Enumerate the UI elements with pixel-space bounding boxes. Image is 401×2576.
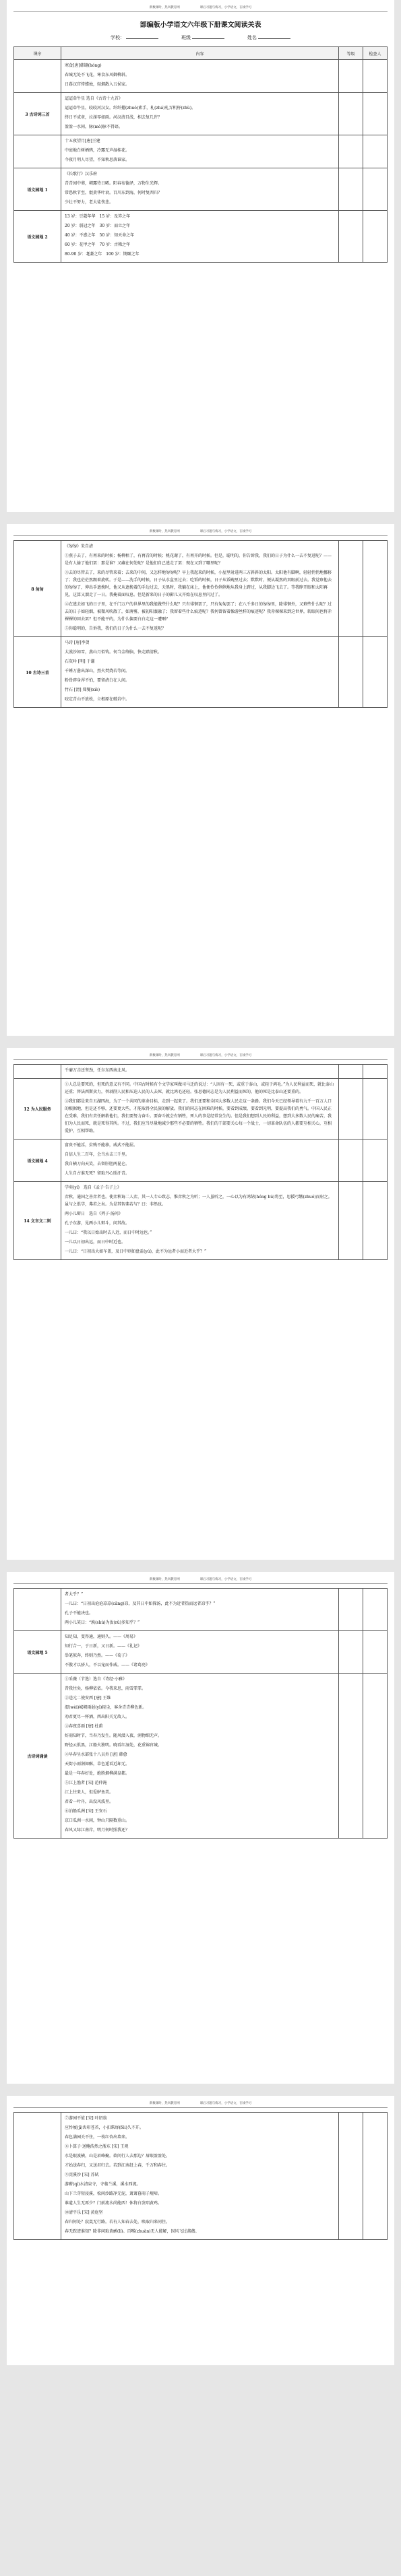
page-header	[13, 5, 388, 12]
content-line: ③我们都是来自五湖四海，为了一个共同的革命目标，走到一起来了。我们还要和全国大多数人民走这一条路。我们今天已经领导着有九千一百万人口的根据地，但是还不够，还要更大些，才能取得全民族的解放。我们的同志在困难的时候，要看到成绩，要看到光明，要提高我们的勇气。中国人民正在受难，我们有责任解救他们，我们要努力奋斗。要奋斗就会有牺牲，死人的事是经常发生的。但是我们想到人民的利益，想到大多数人民的痛苦，我们为人民而死，就是死得其所。不过，我们应当尽量地减少那些不必要的牺牲。我们的干部要关心每一个战士，一切革命队伍的人都要互相关心，互相爱护，互相帮助。	[65, 1099, 332, 1133]
grade-cell[interactable]	[339, 1631, 363, 1674]
checker-cell[interactable]	[363, 211, 388, 263]
lesson-content	[61, 60, 339, 93]
header-text: 新数课时，热风教育网	[149, 2102, 180, 2105]
content-line: 春风又绿江南岸，明月何时照我还？	[65, 1828, 130, 1832]
content-line: ④早春呈水部张十八员外 [唐] 韩愈	[65, 1752, 127, 1757]
content-line: 我自横刀向天笑，去留肝胆两昆仑。	[65, 1162, 130, 1166]
header-content: 内容	[61, 47, 339, 60]
student-info-line	[13, 34, 388, 41]
lesson-category: 3 古诗词三首	[14, 93, 61, 135]
reading-table	[13, 2112, 388, 2240]
content-line: 千磨万击还坚劲，任尔东西南北风。	[65, 1068, 130, 1073]
content-line: 游蕲(qí)水清泉寺，寺临兰溪，溪水西流。	[65, 2182, 141, 2187]
lesson-content	[61, 637, 339, 708]
content-line: 不傲才以骄人，不以宠而作威。——《诸葛亮》	[65, 1663, 150, 1667]
page-header	[13, 1053, 388, 1060]
content-line: ⑤你聪明的，告诉我，我们的日子为什么一去不复返呢？	[65, 626, 166, 631]
content-line: 天街小雨润如酥，草色遥看近却无。	[65, 1762, 130, 1766]
grade-cell[interactable]	[339, 1674, 363, 1839]
content-line: 13 岁：豆蔻年华 15 岁：及笄之年	[65, 214, 131, 219]
content-line: 渭(wèi)城朝雨浥(yì)轻尘，客舍青青柳色新。	[65, 1705, 147, 1710]
lesson-category	[14, 1065, 61, 1079]
content-line: 者大乎？”	[65, 1592, 84, 1597]
content-line: 粉骨碎身浑不怕，要留清白在人间。	[65, 678, 130, 683]
checker-cell[interactable]	[363, 1589, 388, 1631]
info-label-name: 姓名	[247, 35, 257, 40]
lesson-category: 14 文言文二则	[14, 1182, 61, 1260]
lesson-content	[61, 1079, 339, 1140]
content-line: 才始送春归，又送君归去。若到江南赶上春，千万和春住。	[65, 2163, 171, 2168]
content-line: 春色满园关不住，一枝红杏出墙来。	[65, 2135, 130, 2140]
content-line: 举笔似奔，终则乃然。——《荀子》	[65, 1653, 130, 1658]
header-text: 新数课时，热风教育网	[149, 6, 180, 9]
header-text: 新数课时，热风教育网	[149, 1578, 180, 1581]
table-header-row	[14, 47, 388, 60]
info-field-name	[247, 34, 290, 41]
lesson-content	[61, 1182, 339, 1260]
lesson-category	[14, 2113, 61, 2240]
content-line: ①燕子去了，有再来的时候；杨柳枯了，有再青的时候；桃花谢了，有再开的时候。但是，聪明的，你告诉我，我们的日子为什么一去不复返呢？——是有人偷了他们罢：那是谁？又藏在何处呢？是他们自己逃走了罢：现在又到了哪里呢？	[65, 554, 332, 566]
checker-cell[interactable]	[363, 135, 388, 168]
content-line: ⑧卜算子·送鲍浩然之浙东 [宋] 王观	[65, 2144, 129, 2149]
header-text: 课后习题与练习，小学语文，在线学习	[199, 6, 252, 9]
table-row	[14, 1182, 388, 1260]
reading-table	[13, 46, 388, 263]
checker-cell[interactable]	[363, 637, 388, 708]
lesson-content	[61, 1140, 339, 1182]
content-line: 京口瓜洲一水间，钟山只隔数重山。	[65, 1818, 130, 1823]
content-line: 中庭地白树栖鸦，冷露无声湿桂花。	[65, 148, 130, 153]
content-line: 最是一年春好处，绝胜烟柳满皇都。	[65, 1771, 130, 1776]
grade-cell[interactable]	[339, 2113, 363, 2240]
header-category: 课序	[14, 47, 61, 60]
checker-cell[interactable]	[363, 1182, 388, 1260]
content-line: 谁道人生无再少？门前流水尚能西！休将白发唱黄鸡。	[65, 2201, 162, 2206]
page-header	[13, 2101, 388, 2108]
lesson-category	[14, 1589, 61, 1631]
lesson-category: 古诗词诵读	[14, 1674, 61, 1839]
table-row	[14, 1589, 388, 1631]
content-line: 自信人生二百年，会当水击三千里。	[65, 1152, 130, 1157]
content-line: 《匆匆》朱自清	[65, 544, 94, 549]
header-text: 课后习题与练习，小学语文，在线学习	[199, 1578, 252, 1581]
grade-cell[interactable]	[339, 1065, 363, 1079]
page	[7, 1048, 394, 1560]
info-field-class	[181, 34, 224, 41]
table-row	[14, 93, 388, 135]
lesson-content	[61, 135, 339, 168]
table-row	[14, 168, 388, 211]
table-row	[14, 135, 388, 168]
page	[7, 2096, 394, 2365]
content-line: ①采薇（节选）选自《诗经·小雅》	[65, 1677, 127, 1682]
table-row	[14, 2113, 388, 2240]
table-row	[14, 1674, 388, 1839]
grade-cell[interactable]	[339, 541, 363, 637]
content-line: ④在逃去如飞的日子里，在千门万户的世界里的我能做些什么呢？只有徘徊罢了，只有匆匆罢了；在八千多日的匆匆里，除徘徊外，又剩些什么呢？过去的日子如轻烟，被微风吹散了，如薄雾，被初阳蒸融了；我留着些什么痕迹呢？我何曾留着像游丝样的痕迹呢？我赤裸裸来到这世界，转眼间也将赤裸裸的回去罢？但不能平的，为什么偏要白白走这一遭啊？	[65, 602, 332, 622]
checker-cell[interactable]	[363, 1140, 388, 1182]
checker-cell[interactable]	[363, 2113, 388, 2240]
content-line: 80-90 岁：耄耋之年 100 岁：期颐之年	[65, 252, 140, 257]
checker-cell[interactable]	[363, 1674, 388, 1839]
content-line: 竹石 [清] 郑燮(xiè)	[65, 688, 100, 692]
info-blank-name[interactable]	[258, 38, 290, 39]
page	[7, 0, 394, 512]
checker-cell[interactable]	[363, 93, 388, 135]
lesson-category	[14, 60, 61, 93]
checker-cell[interactable]	[363, 1079, 388, 1140]
grade-cell[interactable]	[339, 60, 363, 93]
table-row	[14, 1140, 388, 1182]
content-line: 一儿曰：“日初出大如车盖，及日中则如盘盂(yú)，此不为远者小而近者大乎？”	[65, 1249, 207, 1254]
info-blank-school[interactable]	[126, 38, 158, 39]
lesson-category: 语文园地 5	[14, 1631, 61, 1674]
content-line: ③春夜喜雨 [唐] 杜甫	[65, 1724, 103, 1729]
content-line: 一儿曰：“我以日始出时去人近，而日中时远也。”	[65, 1230, 152, 1235]
content-line: 迢迢牵牛星 选自《古诗十九首》	[65, 96, 123, 101]
content-line: 江上往来人，但爱鲈鱼美。	[65, 1790, 114, 1795]
checker-cell[interactable]	[363, 60, 388, 93]
content-line: 孔子东游，见两小儿辩斗，问其故。	[65, 1221, 130, 1226]
content-line: 40 岁：不惑之年 50 岁：知天命之年	[65, 233, 135, 238]
reading-table	[13, 1588, 388, 1839]
header-text: 新数课时，热风教育网	[149, 1054, 180, 1057]
table-row	[14, 211, 388, 263]
content-line: 春城无处不飞花，寒食东风御柳斜。	[65, 73, 130, 77]
content-line: 昔我往矣，杨柳依依。今我来思，雨雪霏霏。	[65, 1686, 146, 1691]
lesson-category	[14, 135, 61, 168]
content-line: 迢迢牵牛星，皎皎河汉女。纤纤擢(zhuó)素手，札(zhá)札弄机杼(zhù)。	[65, 106, 196, 110]
lesson-category: 12 为人民服务	[14, 1079, 61, 1140]
table-row	[14, 60, 388, 93]
content-line: 山下兰芽短浸溪，松间沙路净无泥，萧萧暮雨子规啼。	[65, 2191, 162, 2196]
lesson-content	[61, 541, 339, 637]
content-line: 孔子不能决也。	[65, 1611, 94, 1616]
grade-cell[interactable]	[339, 211, 363, 263]
content-line: 常恐秋节至，焜黄华叶衰。百川东到海，何时复西归？	[65, 191, 162, 195]
grade-cell[interactable]	[339, 1589, 363, 1631]
content-line: 《长歌行》汉乐府	[65, 172, 98, 176]
lesson-category: 10 古诗三首	[14, 637, 61, 708]
checker-cell[interactable]	[363, 541, 388, 637]
content-line: 60 岁：花甲之年 70 岁：古稀之年	[65, 242, 131, 247]
content-line: ②送元二使安西 [唐] 王维	[65, 1696, 111, 1700]
content-line: 青青园中葵，朝露待日晞。阳春布德泽，万物生光辉。	[65, 181, 162, 186]
info-field-school	[111, 34, 158, 41]
content-line: 劝君更尽一杯酒，西出阳关无故人。	[65, 1715, 130, 1719]
lesson-category: 8 匆匆	[14, 541, 61, 637]
content-line: ⑥泊船瓜洲 [宋] 王安石	[65, 1809, 107, 1814]
content-line: 知行合一，于日新，又日新。——《礼记》	[65, 1644, 142, 1649]
table-row	[14, 1631, 388, 1674]
content-line: 马诗 [唐]李贺	[65, 640, 90, 645]
content-line: 君看一叶舟，出没风波里。	[65, 1799, 114, 1804]
reading-table	[13, 540, 388, 708]
content-line: 石灰吟 [明] 于谦	[65, 659, 95, 664]
reading-table	[13, 1064, 388, 1260]
grade-cell[interactable]	[339, 1140, 363, 1182]
content-line: 千锤万凿出深山，烈火焚烧若等闲。	[65, 669, 130, 673]
content-line: 20 岁：弱冠之年 30 岁：而立之年	[65, 224, 131, 228]
page-header	[13, 1577, 388, 1584]
header-text: 新数课时，热风教育网	[149, 530, 180, 533]
content-line: 今夜月明人尽望，不知秋思落谁家。	[65, 158, 130, 162]
content-line: 学奕(yì) 选自《孟子·告子上》	[65, 1185, 121, 1190]
grade-cell[interactable]	[339, 135, 363, 168]
content-line: 人生自古谁无死？留取丹心照汗青。	[65, 1171, 130, 1176]
content-line: 一儿曰：“日初出沧沧凉凉(cāng)凉，及其日中如探汤，此不为近者热而远者凉乎？”	[65, 1601, 216, 1606]
document-title: 部编版小学语文六年级下册课文阅读关表	[140, 22, 261, 29]
content-line: 知足知，变得通，通则久。——《周易》	[65, 1634, 138, 1639]
content-line: 两小儿辩日 选自《列子·汤问》	[65, 1212, 123, 1216]
lesson-content	[61, 1631, 339, 1674]
grade-cell[interactable]	[339, 637, 363, 708]
header-text: 课后习题与练习，小学语文，在线学习	[199, 2102, 252, 2105]
content-line: 日暮汉宫传蜡烛，轻烟散入五侯家。	[65, 82, 130, 87]
page-header	[13, 529, 388, 536]
content-line: 野径云俱黑，江船火独明。晓看红湿处，花重锦官城。	[65, 1743, 162, 1748]
content-line: ①人总是要死的，但死的意义有不同。中国古时候有个文学家叫做司马迁的说过：“人固有一死，或重于泰山，或轻于鸿毛。”为人民利益而死，就比泰山还重；替法西斯卖力，替剥削人民和压迫人民的人去死，就比鸿毛还轻。张思德同志是为人民利益而死的，他的死是比泰山还要重的。	[65, 1082, 334, 1094]
page	[7, 524, 394, 1036]
content-line: 弈秋，通国之善弈者也。使弈秋诲二人弈，其一人专心致志，惟弈秋之为听；一人虽听之，一心以为有鸿鹄(hóng hú)将至，思援弓缴(zhuó)而射之。虽与之俱学，弗若之矣。为是其智弗若与？曰：非然也。	[65, 1195, 332, 1207]
lesson-content	[61, 2113, 339, 2240]
content-line: 终日不成章，泣涕零如雨。河汉清且浅，相去复几许？	[65, 115, 162, 120]
content-line: 咬定青山不放松，立根原在破岩中。	[65, 697, 130, 702]
content-line: 春归何处？寂寞无行路。若有人知春去处，唤取归来同住。	[65, 2220, 171, 2224]
content-line: 一儿以日初出远，而日中时近也。	[65, 1240, 126, 1245]
grade-cell[interactable]	[339, 1182, 363, 1260]
info-blank-class[interactable]	[192, 38, 224, 39]
lesson-content	[61, 93, 339, 135]
content-line: 水是眼波横，山是眉峰聚。欲问行人去那边？眉眼盈盈处。	[65, 2154, 171, 2158]
page	[7, 1572, 394, 2084]
content-line: 少壮不努力，老大徒伤悲。	[65, 200, 114, 205]
content-line: 好雨知时节，当春乃发生。随风潜入夜，润物细无声。	[65, 1733, 162, 1738]
lesson-content	[61, 168, 339, 211]
grade-cell[interactable]	[339, 1079, 363, 1140]
content-line: ⑦游园不值 [宋] 叶绍翁	[65, 2116, 107, 2121]
content-line: ⑤江上渔者 [宋] 范仲淹	[65, 1781, 107, 1785]
content-line: ③去的尽管去了，来的尽管来着；去来的中间，又怎样地匆匆呢？早上我起来的时候，小屋里射进两三方斜斜的太阳。太阳他有脚啊，轻轻悄悄地挪移了；我也茫茫然跟着旋转。于是——洗手的时候，日子从水盆里过去；吃饭的时候，日子从饭碗里过去；默默时，便从凝然的双眼前过去。我觉察他去的匆匆了，伸出手遮挽时，他又从遮挽着的手边过去，天黑时，我躺在床上，他便伶伶俐俐地从我身上跨过，从我脚边飞去了。等我睁开眼和太阳再见，这算又溜走了一日。我掩着面叹息。但是新来的日子的影儿又开始在叹息里闪过了。	[65, 570, 332, 597]
info-label-class: 班级	[181, 35, 191, 40]
content-line: 十五夜望月[唐]王建	[65, 139, 100, 143]
header-text: 课后习题与练习，小学语文，在线学习	[199, 530, 252, 533]
lesson-content	[61, 1065, 339, 1079]
content-line: 大漠沙如雪，燕山月似钩。何当金络脑，快走踏清秋。	[65, 650, 162, 655]
checker-cell[interactable]	[363, 1065, 388, 1079]
header-check: 检查人	[363, 47, 388, 60]
checker-cell[interactable]	[363, 1631, 388, 1674]
lesson-category: 语文园地 1	[14, 168, 61, 211]
lesson-content	[61, 211, 339, 263]
info-label-school: 学校：	[111, 35, 125, 40]
content-line: 盈盈一水间，脉(mò)脉不得语。	[65, 125, 123, 129]
table-row	[14, 1065, 388, 1079]
content-line: ⑩清平乐 [宋] 黄庭坚	[65, 2210, 103, 2215]
lesson-category: 语文园地 2	[14, 211, 61, 263]
lesson-content	[61, 1589, 339, 1631]
content-line: 春无踪迹谁知？除非问取黄鹂(lí)。百啭(zhuàn)无人能解，因风飞过蔷薇。	[65, 2229, 199, 2234]
header-text: 课后习题与练习，小学语文，在线学习	[199, 1054, 252, 1057]
checker-cell[interactable]	[363, 168, 388, 211]
content-line: 寒食[唐]韩翃(hóng)	[65, 63, 102, 68]
content-line: 富贵不能淫，贫贱不能移，威武不能屈。	[65, 1143, 138, 1148]
table-row	[14, 541, 388, 637]
content-line: ⑨浣溪沙 [宋] 苏轼	[65, 2173, 99, 2177]
table-row	[14, 1079, 388, 1140]
header-grade: 等级	[339, 47, 363, 60]
grade-cell[interactable]	[339, 93, 363, 135]
content-line: 两小儿笑曰：“孰(shú)为汝(rǔ)多知乎？”	[65, 1620, 140, 1625]
lesson-category: 语文园地 4	[14, 1140, 61, 1182]
lesson-content	[61, 1674, 339, 1839]
content-line: 应怜屐(jī)齿印苍苔，小扣柴扉(fēi)久不开。	[65, 2125, 144, 2130]
table-row	[14, 637, 388, 708]
grade-cell[interactable]	[339, 168, 363, 211]
